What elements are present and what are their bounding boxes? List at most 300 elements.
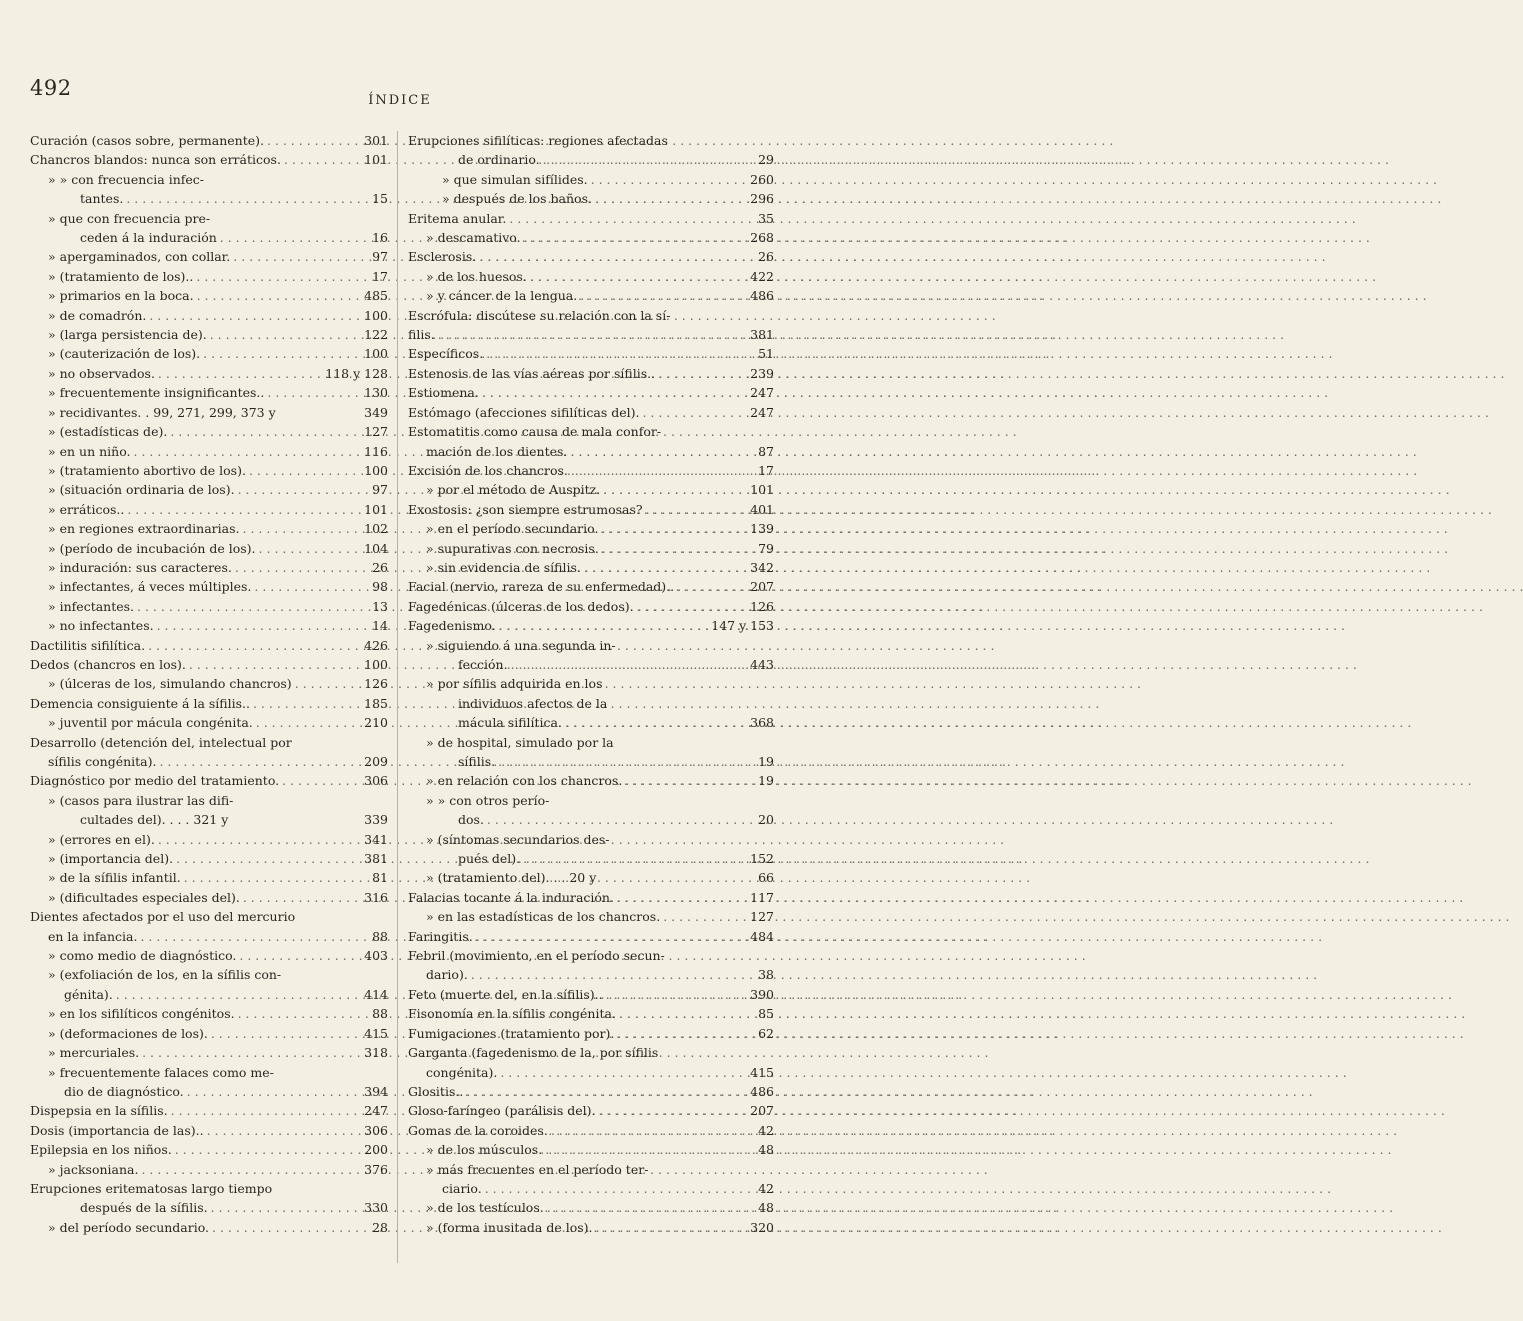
dot-leader <box>148 636 361 655</box>
entry-text: mácula sifilítica. <box>458 715 562 731</box>
dot-leader <box>591 170 747 189</box>
dot-leader <box>196 267 369 286</box>
entry-text: cultades del). . . . 321 y <box>80 812 229 828</box>
dot-leader <box>157 616 370 635</box>
entry-pages: 122 <box>364 327 388 343</box>
index-entry <box>30 1198 388 1217</box>
index-entry <box>30 888 388 907</box>
entry-text: Faringitis. <box>408 928 473 944</box>
dot-leader <box>212 1218 369 1237</box>
dot-leader <box>239 946 361 965</box>
entry-text: » (tratamiento de los).. <box>48 268 194 284</box>
index-entry <box>30 1218 388 1237</box>
entry-text: ciario. <box>442 1180 482 1196</box>
dot-leader <box>471 965 755 984</box>
dot-leader <box>570 442 755 461</box>
dot-leader <box>617 888 747 907</box>
entry-text: Gloso-faríngeo (parálisis del). <box>408 1103 596 1119</box>
dot-leader <box>523 849 747 868</box>
entry-text: » mercuriales. <box>48 1045 140 1061</box>
dot-leader <box>580 286 747 305</box>
dot-leader <box>175 1140 361 1159</box>
entry-text: dio de diagnóstico. <box>64 1083 184 1099</box>
index-entry <box>30 849 388 868</box>
entry-text: Fumigaciones (tratamiento por). <box>408 1025 615 1041</box>
dot-leader <box>595 189 747 208</box>
entry-text: » (forma inusitada de los). <box>426 1219 593 1235</box>
index-entry <box>408 810 774 829</box>
entry-pages: 414 <box>364 986 388 1002</box>
index-entry <box>30 1024 388 1043</box>
entry-pages: 339 <box>364 812 388 828</box>
entry-pages: 318 <box>364 1045 388 1061</box>
entry-text: » que simulan sifílides. <box>442 171 588 187</box>
dot-leader <box>500 1063 747 1082</box>
entry-pages: 147 y 153 <box>711 618 774 634</box>
index-entry <box>30 286 388 305</box>
index-entry <box>30 694 388 713</box>
entry-text: mación de los dientes. <box>426 443 568 459</box>
index-entry <box>30 1140 388 1159</box>
dot-leader <box>619 1004 755 1023</box>
entry-text: Eritema anular. <box>408 210 507 226</box>
entry-pages: 17 <box>372 268 388 284</box>
dot-leader <box>487 810 755 829</box>
index-entry <box>30 927 388 946</box>
index-entry: » (exfoliación de los, en la sífilis con- <box>48 967 282 983</box>
entry-pages: 401 <box>750 501 774 517</box>
dot-leader <box>171 1101 361 1120</box>
entry-text: » no observados. <box>48 365 155 381</box>
entry-text: sífilis congénita). <box>48 754 157 769</box>
index-entry <box>30 752 388 771</box>
dot-leader <box>211 1198 362 1217</box>
index-entry <box>408 1198 774 1217</box>
index-entry <box>30 1101 388 1120</box>
index-entry <box>30 150 388 169</box>
entry-pages: 28 <box>372 1219 388 1235</box>
index-entry <box>408 577 774 596</box>
entry-pages: 260 <box>750 171 774 187</box>
entry-text: » en los sifilíticos congénitos. <box>48 1006 235 1022</box>
index-entry <box>30 539 388 558</box>
index-entry <box>408 1140 774 1159</box>
entry-text: » recidivantes. . 99, 271, 299, 373 y <box>48 404 276 420</box>
index-entry <box>30 325 388 344</box>
index-entry: individuos afectos de la <box>458 695 608 711</box>
entry-text: ceden á la induración <box>80 230 217 246</box>
index-entry <box>30 306 388 325</box>
entry-pages: 185 <box>364 695 388 711</box>
entry-pages: 116 <box>364 443 388 459</box>
entry-text: » del período secundario. <box>48 1219 210 1235</box>
entry-pages: 79 <box>758 540 774 556</box>
index-entry: Febril (movimiento, en el período secun- <box>408 948 665 964</box>
entry-text: fección. <box>458 656 508 672</box>
index-entry: Garganta (fagedenismo de la, por sífilis <box>408 1045 659 1061</box>
entry-text: Gomas de la coroides. <box>408 1122 548 1138</box>
entry-pages: 126 <box>364 676 388 692</box>
entry-text: » frecuentemente insignificantes.. <box>48 385 265 401</box>
index-entry <box>30 597 388 616</box>
entry-text: dario). <box>426 967 468 983</box>
entry-text: tantes. <box>80 191 124 207</box>
index-entry: » » con frecuencia infec- <box>48 171 205 187</box>
index-entry <box>408 1004 774 1023</box>
entry-pages: 104 <box>364 540 388 556</box>
index-entry <box>408 209 774 228</box>
entry-pages: 100 <box>364 346 388 362</box>
entry-pages: 100 <box>364 462 388 478</box>
dot-leader <box>254 577 369 596</box>
index-entry: » (casos para ilustrar las difi- <box>48 792 234 808</box>
entry-pages: 87 <box>758 443 774 459</box>
dot-leader <box>603 480 747 499</box>
dot-leader <box>524 228 748 247</box>
index-entry <box>408 442 774 461</box>
dot-leader <box>176 849 361 868</box>
dot-leader <box>479 247 755 266</box>
entry-pages: 415 <box>364 1025 388 1041</box>
dot-leader <box>159 752 361 771</box>
index-entry <box>30 364 388 383</box>
entry-text: Demencia consiguiente á la sífilis.. <box>30 695 250 711</box>
entry-text: » infectantes. <box>48 598 135 614</box>
dot-leader <box>485 1179 755 1198</box>
entry-pages: 13 <box>372 598 388 614</box>
entry-pages: 415 <box>750 1064 774 1080</box>
index-entry <box>30 442 388 461</box>
entry-text: » en regiones extraordinarias. <box>48 521 240 537</box>
entry-text: en la infancia. <box>48 928 138 944</box>
entry-text: » y cáncer de la lengua. <box>426 288 578 304</box>
entry-text: » (importancia del). <box>48 851 174 867</box>
dot-leader <box>547 1198 755 1217</box>
entry-text: después de la sífilis. <box>80 1200 208 1216</box>
index-entry: » (síntomas secundarios des- <box>426 831 610 847</box>
entry-text: » (deformaciones de los). <box>48 1025 208 1041</box>
index-entry <box>408 1101 774 1120</box>
dot-leader <box>282 771 361 790</box>
index-entry: » que con frecuencia pre- <box>48 210 211 226</box>
dot-leader <box>677 577 747 596</box>
index-entry <box>30 577 388 596</box>
dot-leader <box>598 1101 747 1120</box>
entry-pages: 15 <box>372 191 388 207</box>
index-entry <box>408 655 774 674</box>
index-entry <box>30 830 388 849</box>
index-entry <box>30 674 388 693</box>
entry-pages: 97 <box>372 482 388 498</box>
dot-leader <box>658 364 747 383</box>
index-entry <box>30 344 388 363</box>
dot-leader <box>141 1160 361 1179</box>
entry-pages: 100 <box>364 307 388 323</box>
entry-pages: 210 <box>364 715 388 731</box>
index-entry <box>30 655 388 674</box>
index-entry <box>408 170 774 189</box>
entry-text: » de los testículos. <box>426 1200 544 1216</box>
entry-pages: 381 <box>750 327 774 343</box>
dot-leader <box>637 597 748 616</box>
entry-text: » infectantes, á veces múltiples. <box>48 579 252 595</box>
index-entry <box>30 1004 388 1023</box>
dot-leader <box>617 1024 755 1043</box>
index-entry <box>408 325 774 344</box>
entry-pages: 422 <box>750 268 774 284</box>
entry-text: » de comadrón. <box>48 307 147 323</box>
entry-text: Estiomena. <box>408 385 479 401</box>
entry-pages: 14 <box>372 618 388 634</box>
index-entry <box>408 558 774 577</box>
index-entry <box>408 1082 774 1101</box>
entry-text: Estenosis de las vías aéreas por sífilis.. <box>408 365 656 381</box>
entry-pages: 81 <box>372 870 388 886</box>
index-entry: Desarrollo (detención del, intelectual por <box>30 734 292 750</box>
entry-pages: 152 <box>750 851 774 867</box>
index-entry <box>30 1121 388 1140</box>
index-entry <box>408 713 774 732</box>
entry-pages: 48 <box>758 1142 774 1158</box>
dot-leader <box>235 558 369 577</box>
entry-text: » de los huesos. <box>426 268 527 284</box>
entry-text: » (larga persistencia de). <box>48 327 207 343</box>
entry-pages: 26 <box>372 559 388 575</box>
entry-text: Dactilitis sifilítica. <box>30 637 146 653</box>
index-entry <box>408 985 774 1004</box>
index-entry: Dientes afectados por el uso del mercurio <box>30 909 296 925</box>
entry-pages: 209 <box>364 754 388 769</box>
dot-leader <box>595 1218 747 1237</box>
entry-text: Fagedénicas (úlceras de los dedos). <box>408 598 634 614</box>
entry-pages: 118 y 128 <box>325 365 388 381</box>
entry-text: pués del). <box>458 851 521 867</box>
dot-leader <box>238 480 370 499</box>
running-head: ÍNDICE <box>368 93 432 108</box>
entry-pages: 368 <box>750 715 774 731</box>
entry-text: Glositis.. <box>408 1083 464 1099</box>
entry-text: » en un niño. <box>48 443 131 459</box>
index-entry <box>30 713 388 732</box>
dot-leader <box>530 267 747 286</box>
index-column-right <box>408 131 774 1237</box>
index-entry <box>408 1063 774 1082</box>
index-entry <box>408 189 774 208</box>
entry-text: Epilepsia en los niños. <box>30 1142 172 1158</box>
entry-text: » en relación con los chancros. <box>426 773 623 789</box>
dot-leader <box>210 325 361 344</box>
index-entry: » frecuentemente falaces como me- <box>48 1064 274 1080</box>
dot-leader <box>511 655 748 674</box>
entry-pages: 20 <box>758 812 774 828</box>
dot-leader <box>438 325 747 344</box>
entry-pages: 268 <box>750 230 774 246</box>
dot-leader <box>256 713 361 732</box>
entry-text: génita). <box>64 986 113 1002</box>
entry-pages: 117 <box>750 889 774 905</box>
dot-leader <box>158 364 322 383</box>
dot-leader <box>253 694 361 713</box>
entry-pages: 42 <box>758 1180 774 1196</box>
dot-leader <box>238 1004 369 1023</box>
entry-text: » jacksoniana. <box>48 1161 139 1177</box>
entry-pages: 376 <box>364 1161 388 1177</box>
index-entry <box>30 383 388 402</box>
entry-text: Feto (muerte del, en la sífilis).. <box>408 986 603 1002</box>
entry-pages: 247 <box>364 1103 388 1119</box>
index-entry <box>30 1043 388 1062</box>
entry-pages: 48 <box>758 1200 774 1216</box>
dot-leader <box>203 344 361 363</box>
entry-pages: 296 <box>750 191 774 207</box>
entry-pages: 16 <box>372 230 388 246</box>
entry-pages: 247 <box>750 385 774 401</box>
entry-pages: 207 <box>750 579 774 595</box>
index-entry: Escrófula: discútese su relación con la sí- <box>408 307 671 323</box>
entry-pages: 139 <box>750 521 774 537</box>
dot-leader <box>602 539 755 558</box>
entry-text: dos. <box>458 812 484 828</box>
dot-leader <box>170 422 361 441</box>
page-number: 492 <box>30 76 72 100</box>
index-entry <box>30 810 388 829</box>
index-entry <box>30 636 388 655</box>
entry-text: » (tratamiento abortivo de los). <box>48 462 246 478</box>
entry-text: Dispepsia en la sífilis. <box>30 1103 168 1119</box>
entry-pages: 127 <box>364 424 388 440</box>
dot-leader <box>243 519 362 538</box>
entry-pages: 88 <box>372 1006 388 1022</box>
index-entry <box>30 868 388 887</box>
index-entry <box>408 247 774 266</box>
index-entry <box>408 267 774 286</box>
entry-text: Esclerosis. <box>408 249 477 265</box>
index-entry <box>408 1218 774 1237</box>
entry-pages: 403 <box>364 948 388 964</box>
index-entry <box>30 500 388 519</box>
index-entry <box>30 558 388 577</box>
index-entry: » siguiendo á una segunda in- <box>426 637 616 653</box>
index-entry <box>408 1179 774 1198</box>
dot-leader <box>642 403 747 422</box>
index-entry <box>408 868 774 887</box>
dot-leader <box>295 674 361 693</box>
index-entry <box>408 597 774 616</box>
index-entry <box>408 616 774 635</box>
entry-pages: 127 <box>750 909 774 925</box>
entry-text: » (tratamiento del). . . 20 y <box>426 870 597 886</box>
index-entry <box>30 985 388 1004</box>
index-entry <box>408 752 774 771</box>
entry-pages: 26 <box>758 249 774 265</box>
dot-leader <box>233 247 369 266</box>
entry-pages: 17 <box>758 462 774 478</box>
entry-text: congénita). <box>426 1064 498 1080</box>
index-entry <box>408 403 774 422</box>
index-entry: » » con otros perío- <box>426 792 550 808</box>
entry-text: sífilis. <box>458 754 496 769</box>
entry-text: Chancros blandos: nunca son erráticos. <box>30 152 281 168</box>
dot-leader <box>158 830 361 849</box>
entry-pages: 426 <box>364 637 388 653</box>
entry-pages: 102 <box>364 521 388 537</box>
entry-text: » (cauterización de los). <box>48 346 201 362</box>
dot-leader <box>207 1121 362 1140</box>
index-entry: Erupciones eritematosas largo tiempo <box>30 1180 273 1196</box>
dot-leader <box>499 616 709 635</box>
dot-leader <box>197 286 362 305</box>
entry-pages: 320 <box>750 1219 774 1235</box>
index-entry <box>30 519 388 538</box>
dot-leader <box>267 383 361 402</box>
dot-leader <box>606 985 748 1004</box>
dot-leader <box>476 927 747 946</box>
dot-leader <box>149 306 361 325</box>
entry-pages: 35 <box>758 210 774 226</box>
index-entry <box>408 907 774 926</box>
entry-text: filis. <box>408 327 435 343</box>
entry-pages: 484 <box>750 928 774 944</box>
index-entry <box>408 1024 774 1043</box>
dot-leader <box>466 1082 747 1101</box>
entry-pages: 51 <box>758 346 774 362</box>
entry-text: Diagnóstico por medio del tratamiento. <box>30 773 280 789</box>
dot-leader <box>625 771 755 790</box>
index-entry <box>30 1160 388 1179</box>
entry-text: » (estadísticas de). <box>48 424 168 440</box>
entry-pages: 200 <box>364 1142 388 1158</box>
entry-pages: 486 <box>750 1083 774 1099</box>
index-column-left <box>30 131 388 1237</box>
dot-leader <box>134 442 362 461</box>
entry-text: » (úlceras de los, simulando chancros) <box>48 676 292 692</box>
entry-pages: 330 <box>364 1200 388 1216</box>
dot-leader <box>601 519 747 538</box>
dot-leader <box>211 1024 361 1043</box>
index-entry <box>30 247 388 266</box>
index-entry <box>408 965 774 984</box>
dot-leader <box>584 558 747 577</box>
entry-text: » induración: sus caracteres. <box>48 559 232 575</box>
entry-pages: 29 <box>758 152 774 168</box>
entry-pages: 349 <box>364 404 388 420</box>
entry-text: Facial (nervio, rareza de su enfermedad).. <box>408 579 675 595</box>
index-entry <box>30 771 388 790</box>
entry-pages: 394 <box>364 1083 388 1099</box>
entry-text: » descamativo. <box>426 230 521 246</box>
dot-leader <box>498 752 755 771</box>
entry-pages: 130 <box>364 385 388 401</box>
dot-leader <box>571 461 755 480</box>
index-entry <box>408 344 774 363</box>
index-entry: Estomatitis como causa de mala confor- <box>408 424 662 440</box>
entry-pages: 443 <box>750 656 774 672</box>
entry-text: » erráticos.. <box>48 501 125 517</box>
entry-text: Falacias tocante á la induración. <box>408 889 614 905</box>
entry-pages: 341 <box>364 831 388 847</box>
entry-pages: 100 <box>364 656 388 672</box>
index-entry <box>408 771 774 790</box>
dot-leader <box>267 131 361 150</box>
dot-leader <box>646 500 748 519</box>
entry-text: Fagedenismo. <box>408 618 496 634</box>
entry-text: » en el período secundario. <box>426 521 599 537</box>
entry-pages: 126 <box>750 598 774 614</box>
entry-pages: 101 <box>364 152 388 168</box>
index-entry <box>30 403 388 422</box>
dot-leader <box>220 228 369 247</box>
dot-leader <box>482 383 747 402</box>
